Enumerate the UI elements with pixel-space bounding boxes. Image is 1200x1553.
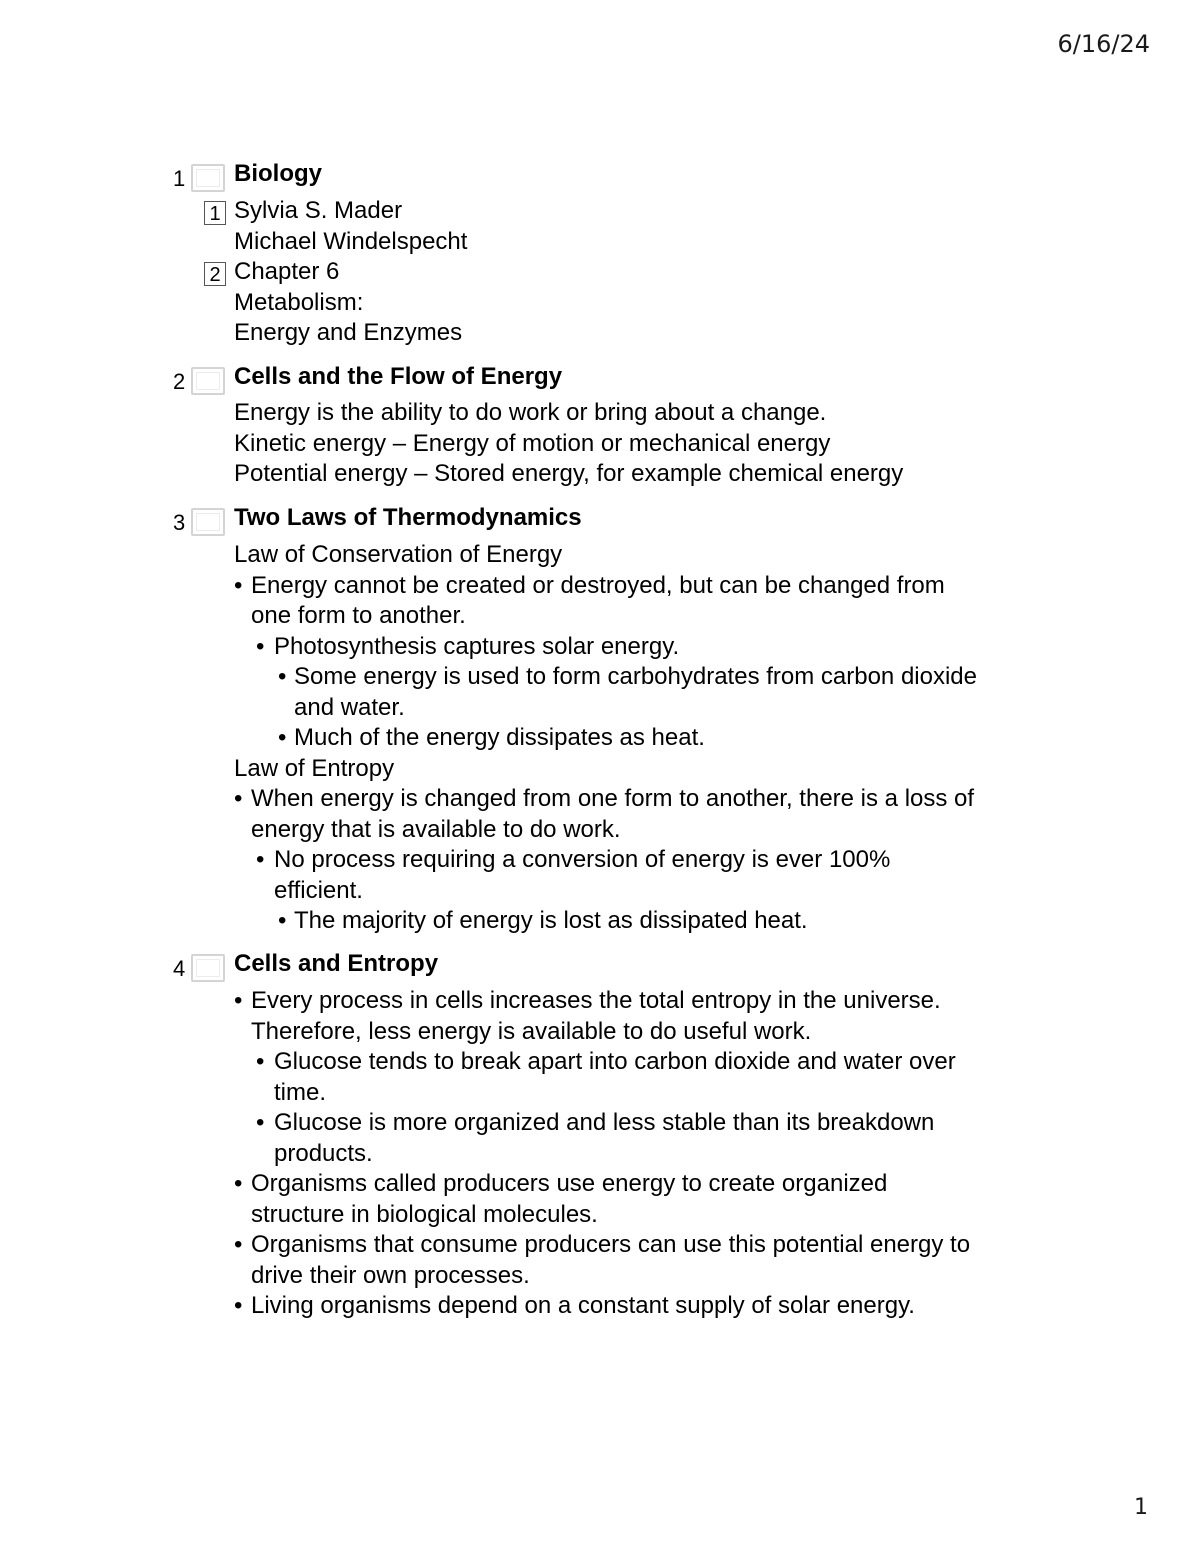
bullet-icon: • — [234, 1170, 243, 1197]
slide-number: 1 — [173, 166, 186, 191]
bullet-continuation: structure in biological molecules. — [251, 1200, 598, 1228]
slide-thumbnail[interactable] — [191, 954, 225, 982]
body-line: Kinetic energy – Energy of motion or mechanical energy — [234, 429, 831, 457]
body-line: Potential energy – Stored energy, for example chemical energy — [234, 460, 904, 487]
bullet-item: • Some energy is used to form carbohydrates from carbon dioxide — [234, 662, 977, 693]
bullet-continuation: drive their own processes. — [251, 1261, 530, 1289]
sub-item-number-box: 2 — [204, 262, 226, 286]
body-line: Energy and Enzymes — [234, 319, 463, 346]
bullet-icon: • — [234, 987, 243, 1014]
page-date: 6/16/24 — [1057, 30, 1150, 58]
bullet-item: • Much of the energy dissipates as heat. — [234, 723, 977, 754]
bullet-item: • Energy cannot be created or destroyed, but can be changed from — [234, 571, 977, 602]
page-number: 1 — [1134, 1495, 1148, 1520]
bullet-continuation: energy that is available to do work. — [251, 815, 621, 843]
bullet-icon: • — [234, 1292, 243, 1319]
bullet-icon: • — [278, 907, 287, 934]
bullet-continuation: Therefore, less energy is available to do useful work. — [251, 1017, 812, 1045]
sub-item-number-box: 1 — [204, 201, 226, 225]
body-line: Michael Windelspecht — [234, 227, 468, 255]
body-line: Law of Conservation of Energy — [234, 541, 563, 568]
bullet-item: • Glucose is more organized and less stable than its breakdown — [234, 1108, 970, 1139]
slide-1-body — [234, 196, 467, 257]
bullet-icon: • — [256, 846, 265, 873]
slide-title: Two Laws of Thermodynamics — [234, 504, 582, 531]
bullet-icon: • — [256, 1048, 265, 1075]
bullet-item: • Photosynthesis captures solar energy. — [234, 632, 977, 663]
slide-3-body — [234, 540, 977, 937]
bullet-item: • Organisms that consume producers can use this potential energy to — [234, 1230, 970, 1261]
slide-thumbnail[interactable] — [191, 508, 225, 536]
bullet-continuation: products. — [274, 1139, 373, 1167]
slide-number: 3 — [173, 510, 186, 535]
body-line: Chapter 6 — [234, 258, 340, 285]
bullet-icon: • — [234, 1231, 243, 1258]
body-line: Energy is the ability to do work or bring about a change. — [234, 399, 827, 426]
body-line: Metabolism: — [234, 288, 364, 316]
bullet-item: • Glucose tends to break apart into carbon dioxide and water over — [234, 1047, 970, 1078]
bullet-icon: • — [256, 1109, 265, 1136]
slide-title: Biology — [234, 160, 322, 187]
sub-item-2 — [204, 261, 226, 287]
bullet-item: • When energy is changed from one form to another, there is a loss of — [234, 784, 977, 815]
sub-item-1 — [204, 200, 226, 226]
slide-title: Cells and Entropy — [234, 950, 439, 977]
bullet-icon: • — [278, 663, 287, 690]
bullet-continuation: time. — [274, 1078, 327, 1106]
bullet-continuation: and water. — [294, 693, 405, 721]
slide-thumbnail[interactable] — [191, 367, 225, 395]
bullet-continuation: one form to another. — [251, 602, 466, 629]
bullet-icon: • — [234, 785, 243, 812]
slide-thumbnail[interactable] — [191, 164, 225, 192]
bullet-item: • Living organisms depend on a constant supply of solar energy. — [234, 1291, 970, 1322]
body-line: Sylvia S. Mader — [234, 197, 403, 224]
bullet-icon: • — [278, 724, 287, 751]
bullet-item: • Every process in cells increases the total entropy in the universe. — [234, 986, 970, 1017]
slide-title: Cells and the Flow of Energy — [234, 363, 563, 390]
slide-1-body-2 — [234, 257, 462, 349]
bullet-icon: • — [234, 571, 243, 599]
slide-number: 4 — [173, 956, 186, 981]
bullet-item: • Organisms called producers use energy to create organized — [234, 1169, 970, 1200]
slide-2-body — [234, 398, 903, 490]
body-line: Law of Entropy — [234, 754, 395, 782]
bullet-item: • No process requiring a conversion of energy is ever 100% — [234, 845, 977, 876]
slide-number: 2 — [173, 369, 186, 394]
bullet-item: • The majority of energy is lost as dissipated heat. — [234, 906, 977, 937]
bullet-icon: • — [256, 632, 265, 660]
slide-4-body — [234, 986, 970, 1322]
bullet-continuation: efficient. — [274, 876, 363, 904]
